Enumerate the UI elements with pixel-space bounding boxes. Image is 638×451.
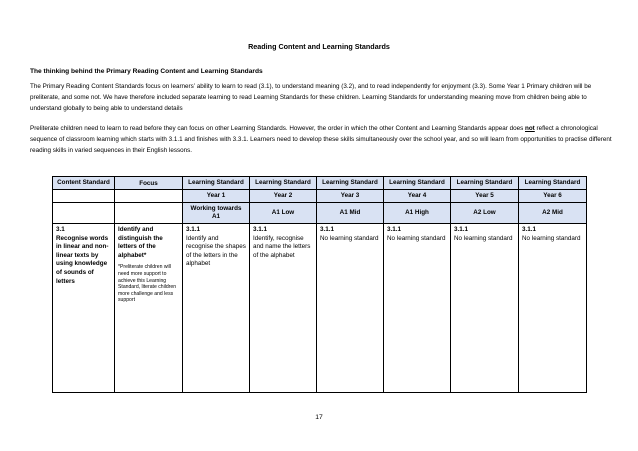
content-standard-text: Recognise words in linear and non-linear texts by using knowledge of sounds of letters (56, 234, 109, 285)
level-header: A1 High (384, 203, 451, 224)
learning-standard-code: 3.1.1 (253, 226, 268, 233)
year-header: Year 5 (451, 190, 519, 203)
intro-paragraph: The Primary Reading Content Standards focus on learners’ ability to learn to read (3.1), to understand meaning (3.2), and to read independently for enjoyment (3.3). Some Year 1 Primary children will be preliterate, and some not. We have therefore included separate learning to read Learning Standards for these children. Learning Standards for understanding meaning move from children being able to understand globally to being able to understand details (30, 83, 592, 112)
learning-standard-cell (183, 224, 250, 393)
learning-standard-text: No learning standard (522, 234, 581, 242)
learning-standard-header: Learning Standard (317, 177, 384, 190)
focus-note: *Preliterate children will need more support to achieve this Learning Standard, literate children more challenge and less support (118, 264, 177, 304)
order-paragraph (30, 124, 615, 156)
learning-standard-cell (451, 224, 519, 393)
focus-cell (115, 224, 183, 393)
content-standard-code: 3.1 (56, 226, 65, 233)
learning-standard-header: Learning Standard (250, 177, 317, 190)
learning-standard-cell (250, 224, 317, 393)
year-header: Year 4 (384, 190, 451, 203)
learning-standard-cell (317, 224, 384, 393)
standards-table (52, 176, 587, 393)
learning-standard-text: Identify and recognise the shapes of the letters in the alphabet (186, 234, 246, 268)
empty-cell (115, 190, 183, 203)
level-header: A2 Mid (519, 203, 587, 224)
empty-cell (115, 203, 183, 224)
header-row (53, 177, 587, 190)
learning-standard-cell (384, 224, 451, 393)
order-paragraph-start: Preliterate children need to learn to read before they can focus on other Learning Standards. However, the order in which the other Content and Learning Standards appear does (30, 125, 525, 132)
content-standard-header: Content Standard (53, 177, 115, 190)
level-header: A2 Low (451, 203, 519, 224)
page-number: 17 (315, 414, 323, 421)
learning-standard-header: Learning Standard (519, 177, 587, 190)
learning-standard-code: 3.1.1 (320, 226, 335, 233)
empty-cell (53, 203, 115, 224)
learning-standard-text: No learning standard (387, 234, 446, 242)
page-title: Reading Content and Learning Standards (248, 42, 390, 51)
year-row (53, 190, 587, 203)
learning-standard-text: No learning standard (320, 234, 379, 242)
level-header: Working towards A1 (183, 203, 250, 224)
year-header: Year 6 (519, 190, 587, 203)
year-header: Year 2 (250, 190, 317, 203)
year-header: Year 1 (183, 190, 250, 203)
level-header: A1 Mid (317, 203, 384, 224)
learning-standard-header: Learning Standard (384, 177, 451, 190)
learning-standard-header: Learning Standard (451, 177, 519, 190)
order-paragraph-end: reflect a chronological sequence of classroom learning which starts with 3.1.1 and finishes with 3.3.1. Learners need to develop these skills simultaneously over the school year, and so will learn from opportunities to practise different reading skills in varied sequences in their English lessons. (30, 125, 612, 154)
learning-standard-code: 3.1.1 (387, 226, 402, 233)
focus-text: Identify and distinguish the letters of the alphabet* (118, 226, 163, 259)
learning-standard-text: No learning standard (454, 234, 513, 242)
learning-standard-header: Learning Standard (183, 177, 250, 190)
empty-cell (53, 190, 115, 203)
learning-standard-code: 3.1.1 (522, 226, 537, 233)
section-subheading: The thinking behind the Primary Reading Content and Learning Standards (30, 68, 263, 75)
learning-standard-code: 3.1.1 (454, 226, 469, 233)
learning-standard-code: 3.1.1 (186, 226, 201, 233)
content-standard-cell (53, 224, 115, 393)
focus-header: Focus (115, 177, 183, 190)
level-header: A1 Low (250, 203, 317, 224)
learning-standard-cell (519, 224, 587, 393)
year-header: Year 3 (317, 190, 384, 203)
level-row (53, 203, 587, 224)
emphasis-not: not (524, 125, 535, 132)
learning-standard-text: Identify, recognise and name the letters of the alphabet (253, 234, 311, 259)
standard-row (53, 224, 587, 393)
